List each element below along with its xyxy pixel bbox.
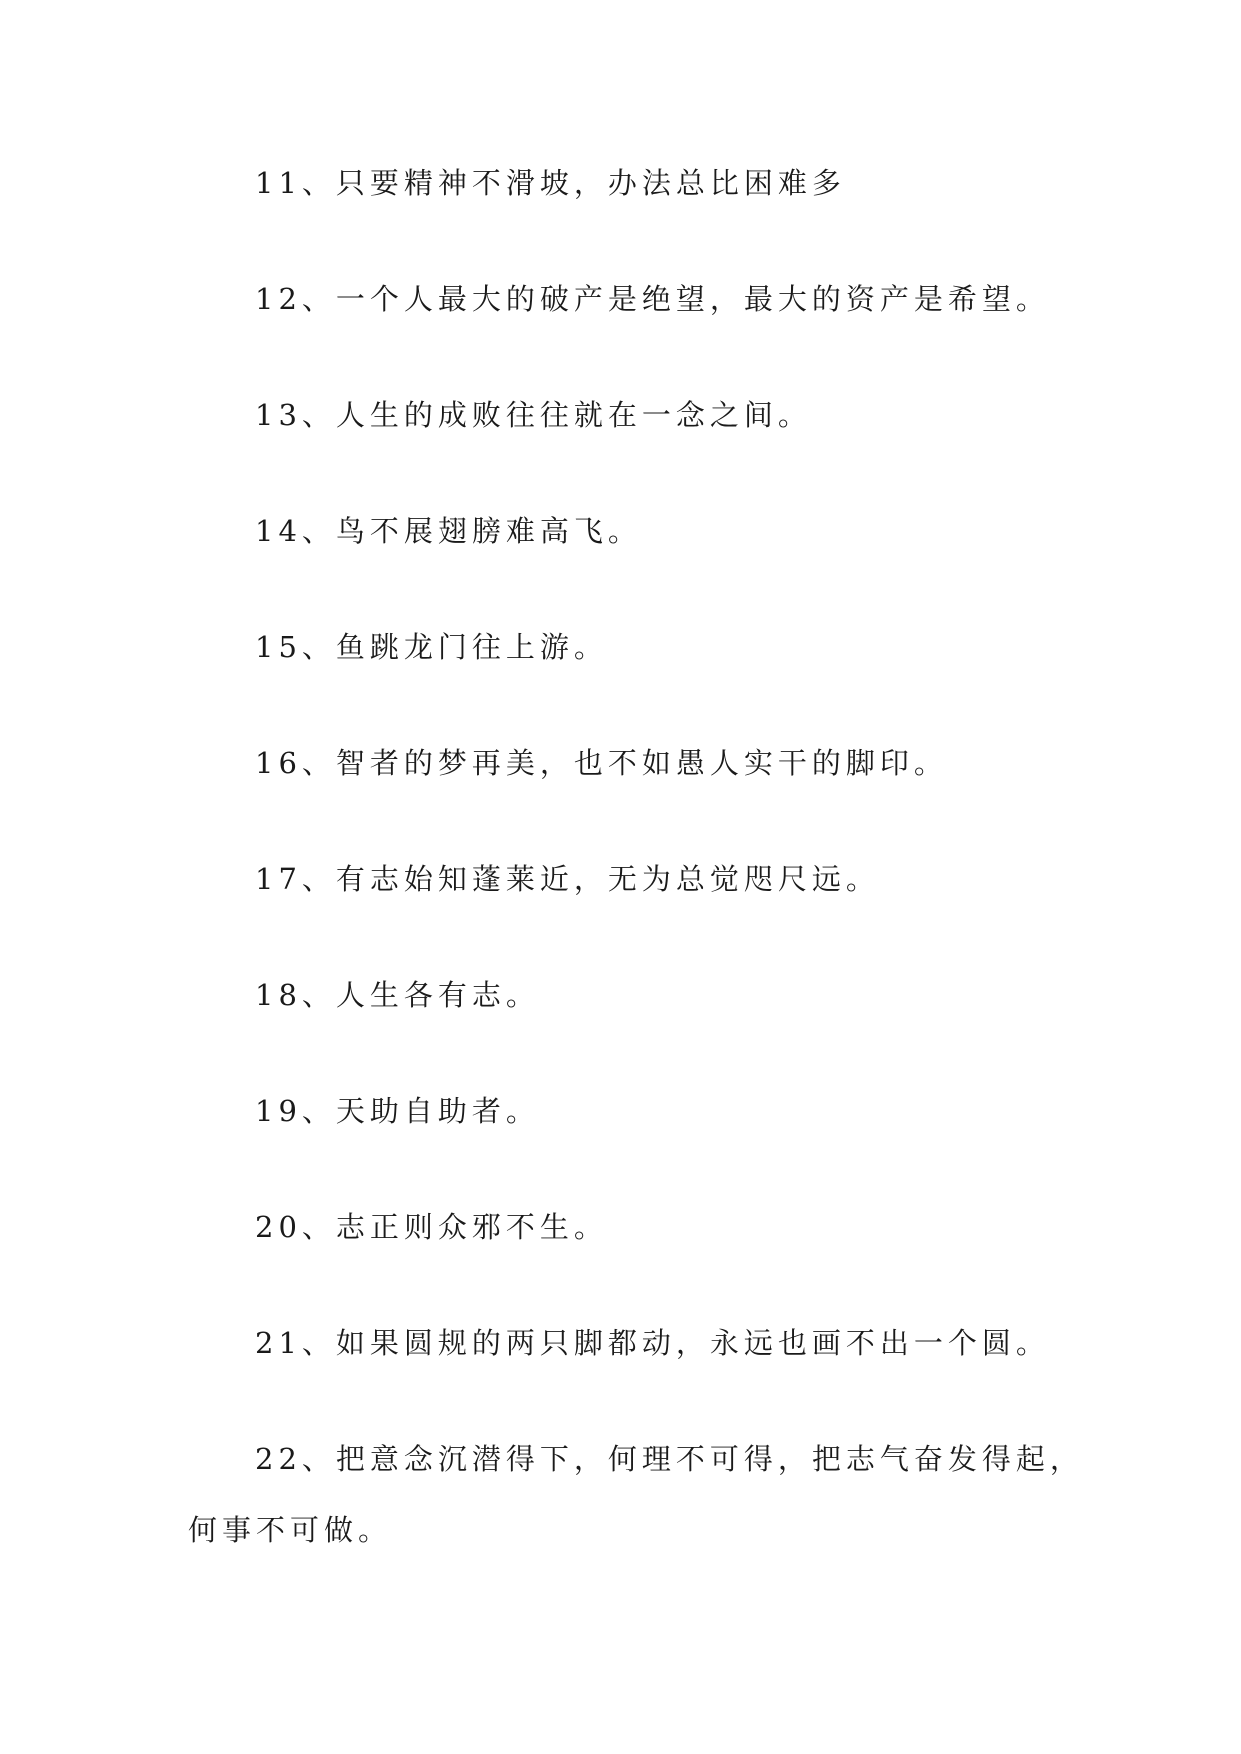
- quote-line-20: 20、志正则众邪不生。: [255, 1210, 608, 1244]
- quote-line-14: 14、鸟不展翅膀难高飞。: [255, 514, 642, 548]
- quote-paragraph-22: 22、把意念沉潜得下，何理不可得，把志气奋发得起，何事不可做。: [188, 1442, 1084, 1547]
- quote-line-21: 21、如果圆规的两只脚都动，永远也画不出一个圆。: [255, 1326, 1050, 1360]
- quote-line-16: 16、智者的梦再美，也不如愚人实干的脚印。: [255, 746, 948, 780]
- quote-line-15: 15、鱼跳龙门往上游。: [255, 630, 608, 664]
- quote-line-13: 13、人生的成败往往就在一念之间。: [255, 398, 812, 432]
- quote-line-11: 11、只要精神不滑坡，办法总比困难多: [255, 166, 846, 200]
- quote-line-17: 17、有志始知蓬莱近，无为总觉咫尺远。: [255, 862, 880, 896]
- quote-line-19: 19、天助自助者。: [255, 1094, 540, 1128]
- quote-line-18: 18、人生各有志。: [255, 978, 540, 1012]
- quote-line-12: 12、一个人最大的破产是绝望，最大的资产是希望。: [255, 282, 1050, 316]
